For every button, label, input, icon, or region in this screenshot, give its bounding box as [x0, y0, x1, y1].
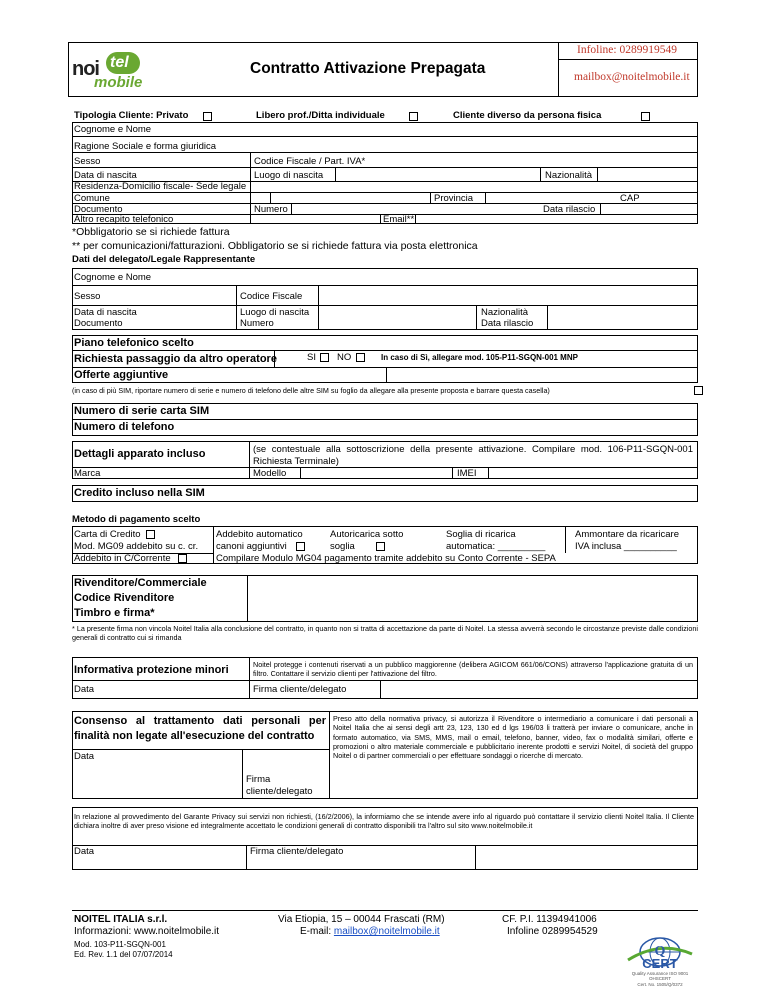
consenso-firma2-label: cliente/delegato [246, 786, 313, 797]
ragione-label: Ragione Sociale e forma giuridica [74, 141, 217, 152]
altro-recapito-label: Altro recapito telefonico [74, 214, 174, 225]
sim-note: (in caso di più SIM, riportare numero di serie e numero di telefono delle altre SIM su foglio da allegare alla presente proposta e barrare questa casella) [72, 386, 550, 395]
note-comunicazioni: ** per comunicazioni/fatturazioni. Obbligatorio se si richiede fattura via posta elettronica [72, 240, 478, 252]
delegato-luogo-label: Luogo di nascita [240, 307, 310, 318]
iva-label: IVA inclusa __________ [575, 541, 677, 552]
apparato-imei-label: IMEI [457, 468, 477, 479]
cert-logo [620, 930, 700, 988]
email-label: Email** [383, 214, 415, 225]
footer-email-link[interactable]: mailbox@noitelmobile.it [333, 926, 440, 937]
footer-infoline: Infoline 0289954529 [507, 926, 598, 937]
no-checkbox[interactable] [356, 353, 365, 362]
documento-label: Documento [74, 204, 123, 215]
cert-label: CERT [642, 956, 678, 971]
cert-line3: Cert. No. 1505/Q/0372 [637, 981, 683, 987]
sim-telefono-label: Numero di telefono [74, 421, 175, 433]
apparato-modello-label: Modello [253, 468, 287, 479]
numero-label: Numero [254, 204, 288, 215]
footer-rev: Ed. Rev. 1.1 del 07/07/2014 [74, 950, 173, 959]
tipologia-label: Tipologia Cliente: Privato [74, 110, 189, 121]
credito-title: Credito incluso nella SIM [74, 487, 205, 499]
timbro-label: Timbro e firma* [74, 607, 155, 619]
cc-label: Addebito in C/Corrente [74, 553, 171, 564]
delegato-cognome-label: Cognome e Nome [74, 272, 152, 283]
page-title: Contratto Attivazione Prepagata [250, 60, 486, 77]
footer-cf: CF. P.I. 11394941006 [502, 914, 597, 925]
minori-firma-label: Firma cliente/delegato [253, 684, 347, 695]
delegato-numero-label: Numero [240, 318, 274, 329]
consenso-data-label: Data [74, 751, 95, 762]
footer-address: Via Etiopia, 15 – 00044 Frascati (RM) [278, 914, 445, 925]
canoni-label: canoni aggiuntivi [216, 541, 287, 552]
cert-line1: Quality Assurance ISO 9001 [631, 971, 689, 976]
mg04-label: Compilare Modulo MG04 pagamento tramite addebito su Conto Corrente - SEPA [216, 553, 556, 564]
addebito-auto-label: Addebito automatico [216, 529, 303, 540]
apparato-marca-label: Marca [74, 468, 101, 479]
delegato-documento-label: Documento [74, 318, 123, 329]
piano-label: Piano telefonico scelto [74, 337, 194, 349]
libero-label: Libero prof./Ditta individuale [256, 110, 385, 121]
rivenditore-label: Rivenditore/Commerciale [74, 577, 207, 589]
provincia-label: Provincia [434, 193, 474, 204]
soglia-checkbox[interactable] [376, 542, 385, 551]
automatica-label: automatica: _________ [446, 541, 546, 552]
footer-company: NOITEL ITALIA s.r.l. [74, 914, 168, 925]
codice-fiscale-label: Codice Fiscale / Part. IVA* [254, 156, 366, 167]
offerte-label: Offerte aggiuntive [74, 369, 169, 381]
comune-label: Comune [74, 193, 110, 204]
nazionalita-label: Nazionalità [545, 170, 592, 181]
carta-checkbox[interactable] [146, 530, 155, 539]
rivenditore-note: * La presente firma non vincola Noitel Italia alla conclusione del contratto, in quanto non si tratta di accettazione da parte di Noitel. La stessa avverrà secondo le circostanze previste dalle condizioni generali di contratto cui si rimanda [72, 624, 698, 643]
noitel-logo: noi tel mobile [72, 54, 143, 91]
libero-checkbox[interactable] [409, 112, 418, 121]
delegato-codice-fiscale-label: Codice Fiscale [240, 291, 303, 302]
minori-text: Noitel protegge i contenuti riservati a un pubblico maggiorenne (delibera AGICOM 661/06/CONS) attraverso l'applicazione gratuita di un filtro. Contattare il servizio clienti per l'attivazione del filtro. [253, 660, 693, 679]
consenso-firma-label: Firma [246, 774, 271, 785]
si-label: SI [307, 352, 316, 363]
header-mailbox: mailbox@noitelmobile.it [574, 71, 690, 83]
si-checkbox[interactable] [320, 353, 329, 362]
consenso-title: Consenso al trattamento dati personali per finalità non legate all'esecuzione del contratto [74, 715, 326, 743]
minori-title: Informativa protezione minori [74, 664, 229, 676]
no-label: NO [337, 352, 352, 363]
client-table [72, 122, 698, 224]
diverso-label: Cliente diverso da persona fisica [453, 110, 602, 121]
apparato-note: (se contestuale alla sottoscrizione della presente attivazione. Compilare mod. 106-P11-SGQN-001 Richiesta Terminale) [253, 444, 693, 467]
cognome-label: Cognome e Nome [74, 124, 152, 135]
sim-multiple-checkbox[interactable] [694, 386, 703, 395]
delegato-nazionalita-label: Nazionalità [481, 307, 528, 318]
delegato-rilascio-label: Data rilascio [481, 318, 534, 329]
diverso-checkbox[interactable] [641, 112, 650, 121]
soglia-label: soglia [330, 541, 355, 552]
delegato-table [72, 268, 698, 330]
mg09-label: Mod. MG09 addebito su c. cr. [74, 541, 199, 552]
note-obbligatorio: *Obbligatorio se si richiede fattura [72, 226, 230, 238]
delegato-data-nascita-label: Data di nascita [74, 307, 137, 318]
footer-mod: Mod. 103-P11-SGQN-001 [74, 940, 166, 949]
codice-rivenditore-label: Codice Rivenditore [74, 592, 175, 604]
footer-email: E-mail: mailbox@noitelmobile.it [300, 926, 440, 937]
sim-serie-label: Numero di serie carta SIM [74, 405, 210, 417]
minori-data-label: Data [74, 684, 95, 695]
carta-label: Carta di Credito [74, 529, 141, 540]
sesso-label: Sesso [74, 156, 101, 167]
apparato-title: Dettagli apparato incluso [74, 448, 206, 460]
luogo-nascita-label: Luogo di nascita [254, 170, 324, 181]
garante-text: In relazione al provvedimento del Garante Privacy sui servizi non richiesti, (16/2/2006), la informiamo che se intende avere info al riguardo può contattare il servizio clienti Noitel Italia. Il Cliente dichiara inoltre di aver preso visione ed integralmente accettato le condizioni generali di contratto disponibili tra l'altro sul sito www.noitelmobile.it [74, 812, 694, 831]
pagamento-title: Metodo di pagamento scelto [72, 514, 201, 525]
garante-firma-label: Firma cliente/delegato [250, 846, 344, 857]
garante-data-label: Data [74, 846, 95, 857]
consenso-text: Preso atto della normativa privacy, si autorizza il Rivenditore o intermediario a comunicare i dati personali a Noitel Italia che ai sensi degli artt 23, 123, 130 ed d lgs 196/03 li tratterà per inviare o comunicare, anche in formato automatico, via SMS, MMS, mail o email, telefono, banner, video, fax o modalità similari, offerte e promozioni o altro materiale commerciale e pubblicitario inerente prodotti e servizi Noitel, di società del gruppo Noitel o di partner commerciali o per effettuare sondaggi o ricerche di mercato. [333, 714, 693, 761]
data-rilascio-label: Data rilascio [543, 204, 596, 215]
passaggio-label: Richiesta passaggio da altro operatore [74, 353, 277, 365]
cap-label: CAP [620, 193, 640, 204]
cert-line2: OHSCERT [649, 976, 671, 982]
cc-checkbox[interactable] [178, 554, 187, 563]
footer-info: Informazioni: www.noitelmobile.it [74, 926, 220, 937]
residenza-label: Residenza-Domicilio fiscale- Sede legale [74, 181, 247, 192]
delegato-sesso-label: Sesso [74, 291, 101, 302]
delegato-title: Dati del delegato/Legale Rappresentante [72, 254, 256, 265]
soglia-ricarica-label: Soglia di ricarica [446, 529, 516, 540]
data-nascita-label: Data di nascita [74, 170, 137, 181]
header-infoline: Infoline: 0289919549 [577, 44, 677, 56]
canoni-checkbox[interactable] [296, 542, 305, 551]
svg-text:Q: Q [654, 944, 666, 959]
ammontare-label: Ammontare da ricaricare [575, 529, 680, 540]
autoricarica-label: Autoricarica sotto [330, 529, 404, 540]
privato-checkbox[interactable] [203, 112, 212, 121]
mnp-note: In caso di Sì, allegare mod. 105-P11-SGQN-001 MNP [381, 353, 578, 362]
